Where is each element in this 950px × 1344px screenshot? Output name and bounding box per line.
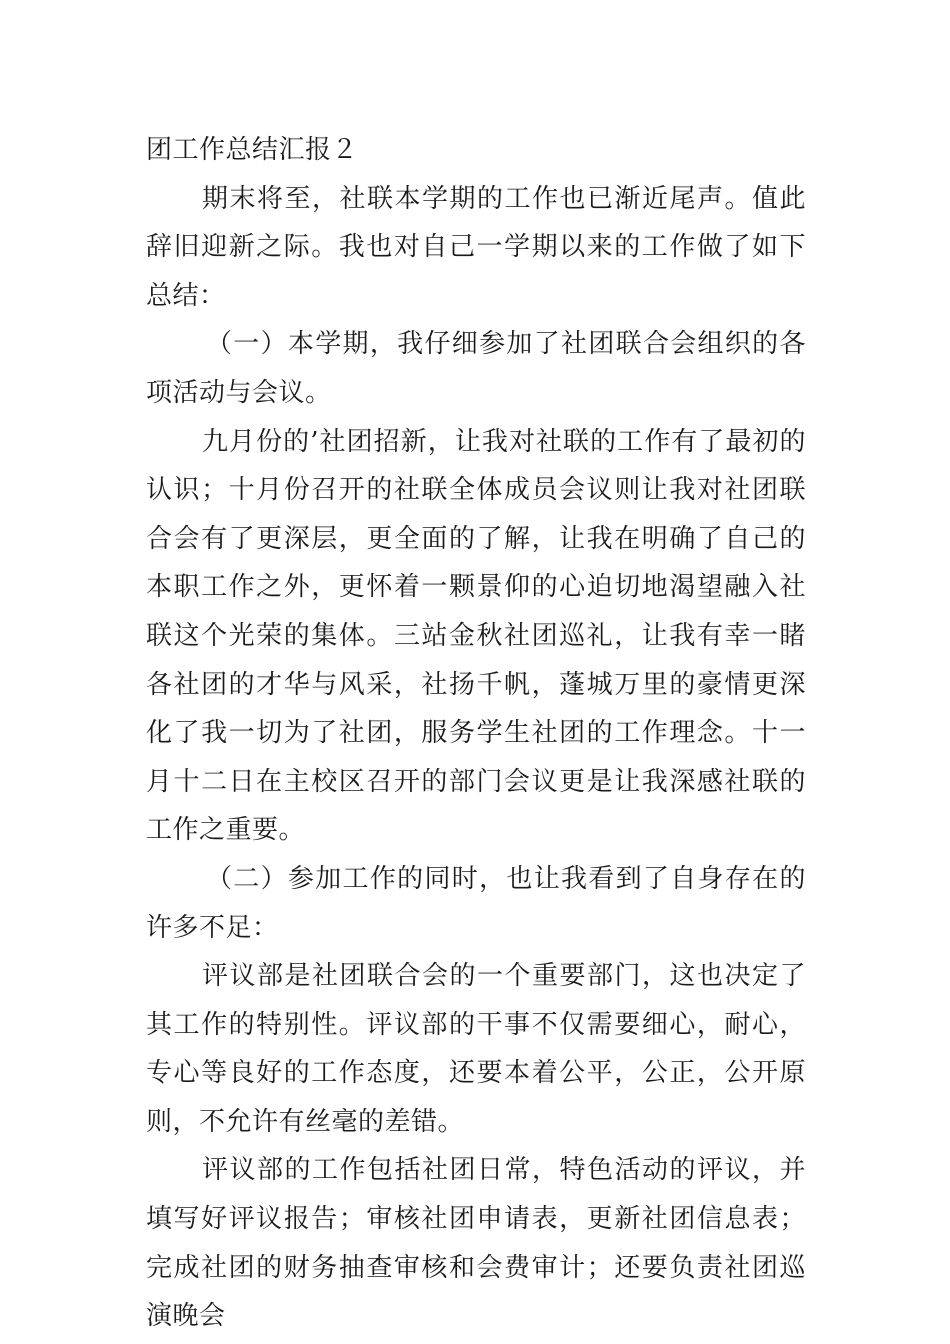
paragraph-section-one: （一）本学期，我仔细参加了社团联合会组织的各项活动与会议。	[146, 329, 806, 408]
paragraph-review-dept: 评议部是社团联合会的一个重要部门，这也决定了其工作的特别性。评议部的干事不仅需要细心，耐心，专心等良好的工作态度，还要本着公平，公正，公开原则，不允许有丝毫的差错。	[146, 961, 806, 1137]
document-title: 团工作总结汇报２	[146, 135, 359, 165]
paragraph-section-two: （二）参加工作的同时，也让我看到了自身存在的许多不足：	[146, 863, 806, 943]
paragraph-intro: 期末将至，社联本学期的工作也已渐近尾声。值此辞旧迎新之际。我也对自己一学期以来的工作做了如下总结：	[146, 183, 806, 311]
paragraph-review-work: 评议部的工作包括社团日常，特色活动的评议，并填写好评议报告；审核社团申请表，更新社团信息表；完成社团的财务抽查审核和会费审计；还要负责社团巡演晚会	[146, 1155, 806, 1332]
paragraph-activities: 九月份的’社团招新，让我对社联的工作有了最初的认识；十月份召开的社联全体成员会议则让我对社团联合会有了更深层，更全面的了解，让我在明确了自己的本职工作之外，更怀着一颗景仰的心迫切地渴望融入社联这个光荣的集体。三站金秋社团巡礼，让我有幸一睹各社团的才华与风采，社扬千帆，蓬城万里的豪情更深化了我一切为了社团，服务学生社团的工作理念。十一月十二日在主校区召开的部门会议更是让我深感社联的工作之重要。	[146, 426, 806, 846]
document-body	[146, 126, 806, 1341]
